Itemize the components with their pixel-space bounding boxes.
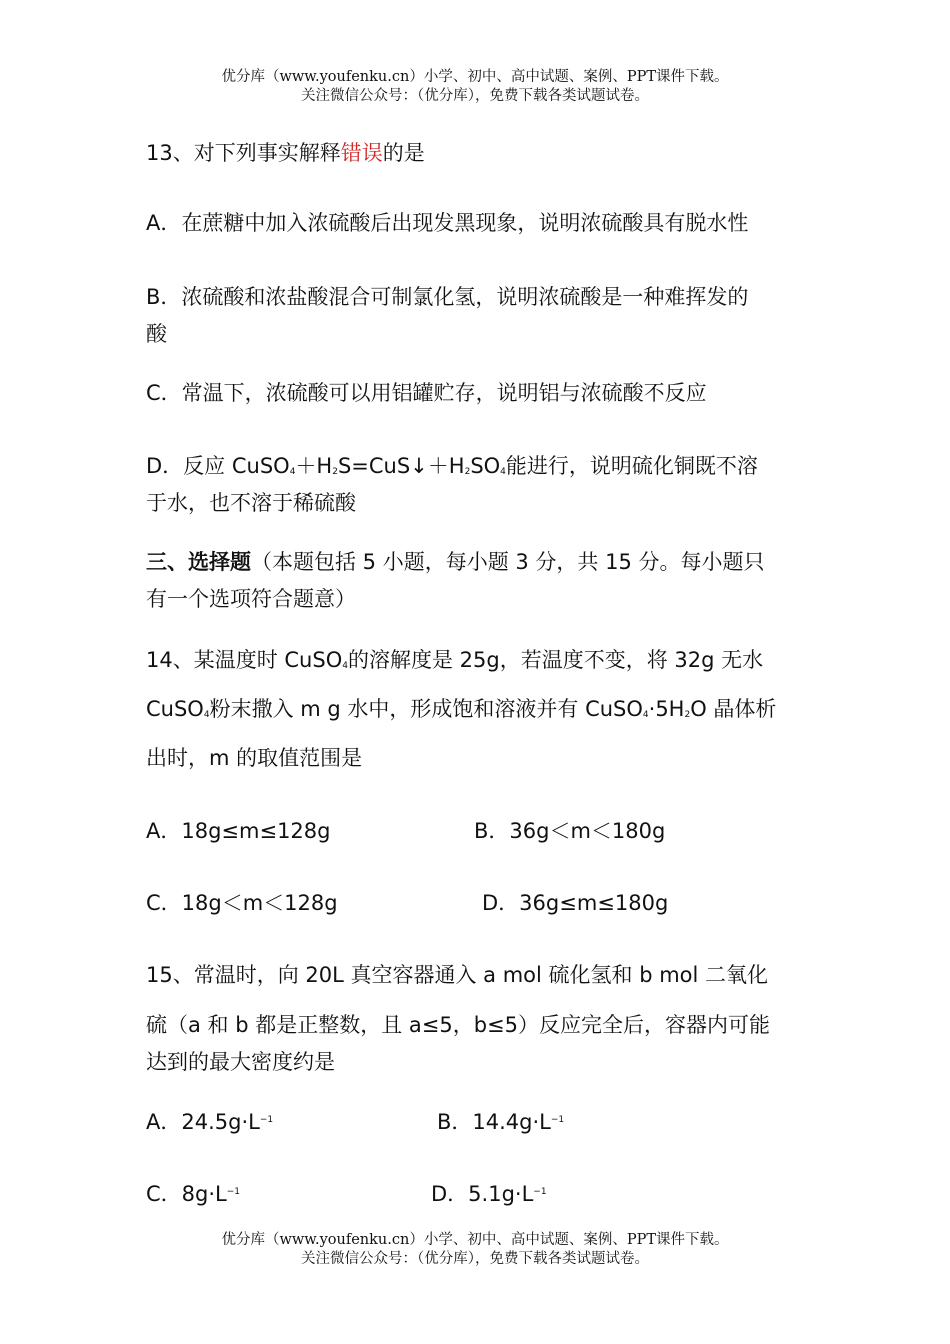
q14-option-a: A．18g≤m≤128g — [146, 819, 331, 843]
superscript: −1 — [226, 1187, 241, 1197]
q14-option-b: B．36g＜m＜180g — [474, 819, 666, 843]
subscript: 4 — [500, 467, 506, 477]
q13-d-text-3: S=CuS↓＋H — [337, 454, 465, 478]
q15-stem-line1: 15、常温时，向 20L 真空容器通入 a mol 硫化氢和 b mol 二氧化 — [146, 963, 769, 987]
subscript: 2 — [464, 467, 471, 477]
q15-d-text: D．5.1g·L — [431, 1182, 534, 1206]
header-line-1: 优分库（www.youfenku.cn）小学、初中、高中试题、案例、PPT课件下载。 — [221, 69, 729, 85]
q14-text-2: 的溶解度是 25g，若温度不变，将 32g 无水 — [347, 648, 764, 672]
q15-option-c — [146, 1178, 240, 1208]
q14-text-4: 粉末撒入 m g 水中，形成饱和溶液并有 CuSO — [209, 697, 643, 721]
q15-stem-line3: 达到的最大密度约是 — [146, 1050, 335, 1074]
q15-b-text: B．14.4g·L — [437, 1110, 551, 1134]
subscript: 4 — [203, 710, 210, 720]
q14-stem-line3: 出时，m 的取值范围是 — [146, 746, 363, 770]
superscript: −1 — [550, 1115, 565, 1125]
q15-option-d — [431, 1178, 547, 1208]
q13-stem-suffix: 的是 — [382, 141, 425, 165]
section-3-desc-line2: 有一个选项符合题意） — [146, 587, 356, 611]
subscript: 2 — [332, 467, 338, 477]
page-footer — [0, 1231, 950, 1269]
superscript: −1 — [533, 1187, 547, 1197]
page-header — [0, 68, 950, 106]
q14-option-c: C．18g＜m＜128g — [146, 891, 338, 915]
subscript: 2 — [684, 710, 691, 720]
q13-option-d-line2: 于水，也不溶于稀硫酸 — [146, 491, 356, 515]
q13-stem — [146, 137, 425, 167]
q14-text-1: 14、某温度时 CuSO — [146, 648, 343, 672]
subscript: 4 — [342, 661, 348, 671]
q13-d-text-5: 能进行，说明硫化铜既不溶 — [505, 454, 758, 478]
footer-line-2: 关注微信公众号：（优分库），免费下载各类试题试卷。 — [301, 1251, 649, 1267]
q14-text-3: CuSO — [146, 697, 204, 721]
footer-line-1: 优分库（www.youfenku.cn）小学、初中、高中试题、案例、PPT课件下载。 — [221, 1232, 729, 1248]
q13-d-text-4: SO — [470, 454, 501, 478]
q13-option-c: C．常温下，浓硫酸可以用铝罐贮存，说明铝与浓硫酸不反应 — [146, 381, 707, 405]
q14-stem-line2 — [146, 693, 776, 723]
section-3-heading — [146, 546, 765, 576]
superscript: −1 — [259, 1115, 274, 1125]
section-3-title: 三、选择题 — [146, 550, 251, 574]
q14-option-d: D．36g≤m≤180g — [482, 891, 669, 915]
subscript: 4 — [642, 710, 649, 720]
q13-option-b-line1: B．浓硫酸和浓盐酸混合可制氯化氢，说明浓硫酸是一种难挥发的 — [146, 285, 749, 309]
q13-option-b-line2: 酸 — [146, 322, 167, 346]
q13-d-text-1: D．反应 CuSO — [146, 454, 290, 478]
q15-a-text: A．24.5g·L — [146, 1110, 260, 1134]
q15-stem-line2: 硫（a 和 b 都是正整数，且 a≤5，b≤5）反应完全后，容器内可能 — [146, 1013, 771, 1037]
header-line-2: 关注微信公众号：（优分库），免费下载各类试题试卷。 — [301, 88, 649, 104]
q13-stem-prefix: 13、对下列事实解释 — [146, 141, 341, 165]
q14-stem-line1 — [146, 644, 763, 674]
q13-d-text-2: ＋H — [295, 454, 333, 478]
section-3-desc: （本题包括 5 小题，每小题 3 分，共 15 分。每小题只 — [251, 550, 765, 574]
q14-text-5: ·5H — [648, 697, 685, 721]
q14-text-6: O 晶体析 — [690, 697, 777, 721]
q15-option-b — [437, 1106, 564, 1136]
q15-option-a — [146, 1106, 273, 1136]
q13-option-d-line1 — [146, 450, 758, 480]
q13-option-a: A．在蔗糖中加入浓硫酸后出现发黑现象，说明浓硫酸具有脱水性 — [146, 211, 749, 235]
q13-stem-highlight: 错误 — [340, 141, 383, 165]
q15-c-text: C．8g·L — [146, 1182, 227, 1206]
subscript: 4 — [289, 467, 296, 477]
